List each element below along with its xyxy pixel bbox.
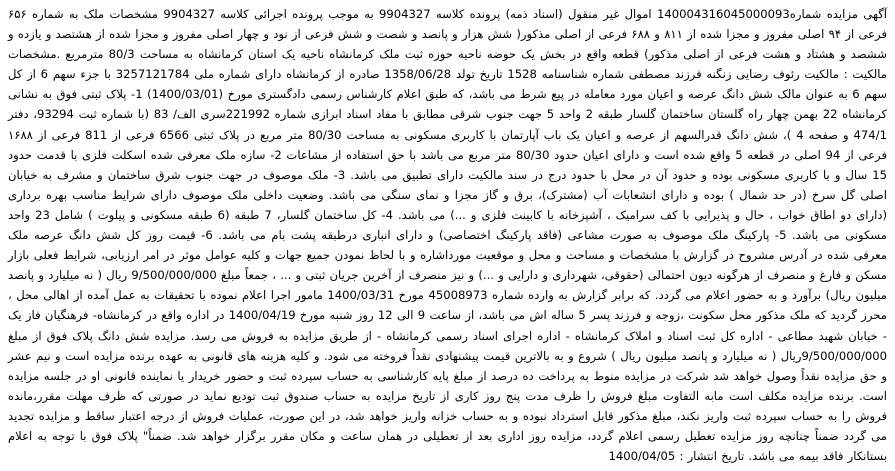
- notice-body: آگهی مزایده شماره140004316045000093 اموال غیر منقول (اسناد ذمه) پرونده کلاسه 9904327 به موجب پرونده اجرائی کلاسه 9904327 مشخصات ملک به شماره ۶۵۶ فرعی از ۹۴ اصلی مفروز و مجزا شده از ۸۱۱ و ۶۸۸ فرعی از اصلی مذکور( شش هزار و پانصد و شصت و شش فرعی از نود و چهار اصلی مفروز و مجزا شده از هشتصد و یازده و ششصد و هشتاد و هشت فرعی از اصلی مذکور) قطعه واقع در بخش یک حوضه ناحیه حوزه ثبت ملک کرمانشاه ناحیه یک استان کرمانشاه به مساحت 80/3 مترمربع .مشخصات مالکیت : مالکیت رئوف رضایی زنگنه فرزند مصطفی شماره شناسنامه 1528 تاریخ تولد 1358/06/28 صادره از کرمانشاه دارای شماره ملی 3257121784 با جزء سهم 6 از کل سهم 6 به عنوان مالک شش دانگ عرصه و اعیان مورد معامله در پیع شرط می باشد، که طبق اعلام کارشناس رسمی دادگستری مورخ (1400/03/01) 1- پلاک ثبتی فوق به نشانی کرمانشاه 22 بهمن چهار راه گلستان ساختمان گلسار طبقه 2 واحد 5 جهت جنوب شرقی مطابق با مفاد اسناد ابرازی شماره 221992سری الف/ 83 (با شماره ثبت 93294، دفتر 474/1 و صفحه 4 )، شش دانگ قدرالسهم از عرصه و اعیان یک باب آپارتمان با کاربری مسکونی به مساحت 80/30 متر مربع در پلاک ثبتی 6566 فرعی از 811 فرعی از ۱۶۸۸ فرعی از 94 اصلی در قطعه 5 واقع شده است و دارای اعیان حدود 80/30 متر مربع می باشد با حق استفاده از مشاعات 2- سازه ملک معرفی شده اسکلت فلزی با قدمت حدود 15 سال و با کاربری مسکونی بوده و حدود آن در محل با حدود درج در سند مالکیت دارای تطبیق می باشد. 3- ملک موصوف در جهت جنوب شرق ساختمان و مشرف به خیابان اصلی گل سرخ (در حد شمال ) بوده و دارای انشعابات آب (مشترک)، برق و گاز مجزا و نمای سنگی می باشد. وضعیت داخلی ملک موصوف دارای شرایط مناسب بهره برداری (دارای دو اطاق خواب ، حال و پذیرایی با کف سرامیک ، آشپزخانه با کابینت فلزی و ...) می باشد. 4- کل ساختمان گلسار، 7 طبقه (6 طبقه مسکونی و پیلوت ) شامل 23 واحد مسکونی می باشد. 5- پارکینگ ملک موصوف به صورت مشاعی (فاقد پارکینگ اختصاصی) و دارای انباری درطبقه پشت بام می باشد. 6- قیمت روز کل شش دانگ عرصه ملک معرفی شده در آدرس مشروح در گزارش با مشخصات و مساحت و محل و موقعیت مورداشاره و با لحاظ نمودن جمیع جهات و کلیه عوامل موثر در امر ارزیابی، شرایط فعلی بازار مسکن و فارغ و منصرف از هرگونه دیون احتمالی (حقوقی، شهرداری و دارایی و ...) و نیز منصرف از آخرین جریان ثبتی و ... ، جمعاً مبلغ 9/500/000/000 ریال ( نه میلیارد و پانصد میلیون ریال) برآورد و به حضور اعلام می گردد. که برابر گزارش به وارده شماره 45008973 مورخ 1400/03/31 مامور اجرا اعلام نموده با تحقیقات به عمل آمده از اهالی محل ، محرز گردید که ملک مذکور محل سکونت ،زوجه و فرزند پسر 5 ساله اش می باشد، از ساعت 9 الی 12 روز شنبه مورخ 1400/04/19 در اداره واقع در کرمانشاه- فرهنگیان فاز یک - خیابان شهید مطاعی - اداره کل ثبت اسناد و املاک کرمانشاه - اداره اجرای اسناد رسمی کرمانشاه - از طریق مزایده به فروش می رسد. مزایده شش دانگ پلاک فوق از مبلغ 9/500/000/000ریال ( نه میلیارد و پانصد میلیون ریال ) شروع و به بالاترین قیمت پیشنهادی نقداً فروخته می شود. و کلیه هزینه های قانونی به عهده برنده مزایده است و نیم عشر و حق مزایده نقداً وصول خواهد شد شرکت در مزایده منوط به پرداخت ده درصد از مبلغ پایه کارشناسی به حساب سپرده ثبت و حضور خریدار یا نماینده قانونی او در جلسه مزایده است. برنده مزایده مکلف است مابه التفاوت مبلغ فروش را ظرف مدت پنج روز کاری از تاریخ مزایده به حساب صندوق ثبت تودیع نماید در صورتی که ظرف مهلت مقرر،مانده فروش را به حساب سپرده ثبت واریز نکند، مبلغ مذکور قابل استرداد نبوده و به حساب خزانه واریز خواهد شد، در این صورت، عملیات فروش از درجه اعتبار ساقط و مزایده تجدید می گردد ضمناً چنانچه روز مزایده تعطیل رسمی اعلام گردد، مزایده روز اداری بعد از تعطیلی در همان ساعت و مکان مقرر برگزار خواهد شد. ضمناً" پلاک فوق با توجه به اعلام بستانکار فاقد بیمه می باشد. تاریخ انتشار : 1400/04/05: [8, 7, 888, 464]
